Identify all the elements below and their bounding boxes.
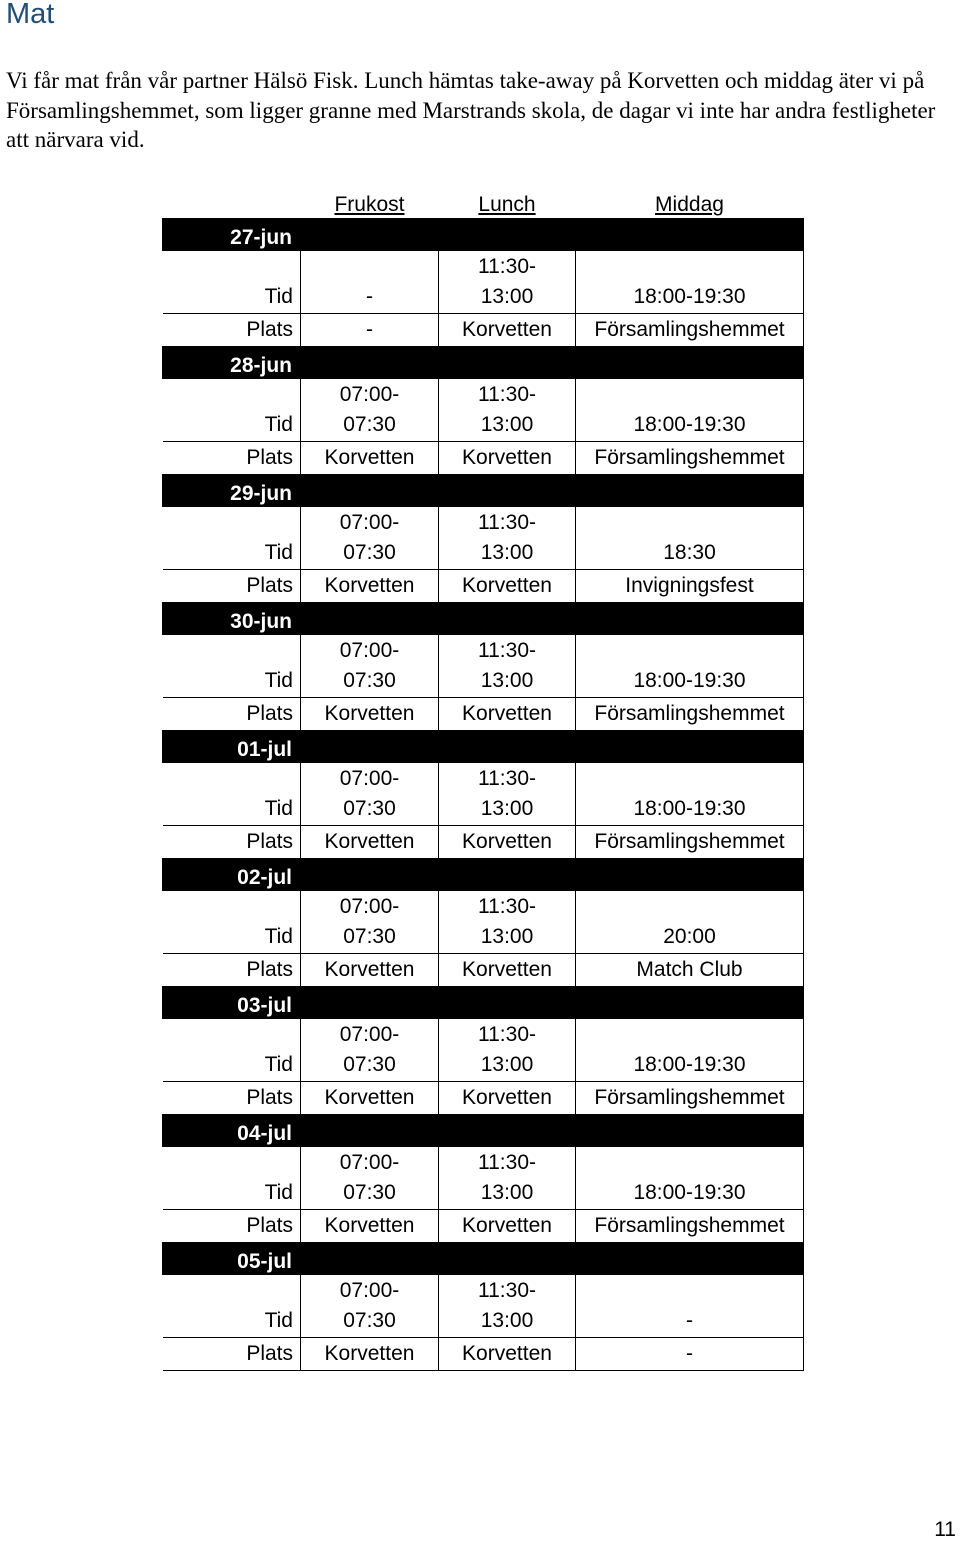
frukost-place-cell: Korvetten — [301, 570, 439, 603]
header-middag — [576, 183, 804, 219]
plats-row — [163, 314, 804, 347]
date-row — [163, 475, 804, 507]
middag-place-cell: Församlingshemmet — [576, 826, 804, 859]
lunch-place-cell: Korvetten — [439, 698, 576, 731]
frukost-time-cell: 07:00- 07:30 — [301, 763, 439, 826]
tid-row-label: Tid — [163, 1019, 301, 1082]
header-lunch-label: Lunch — [478, 193, 536, 216]
middag-place-cell: Församlingshemmet — [576, 314, 804, 347]
date-row-fill — [301, 1115, 804, 1147]
tid-row-label: Tid — [163, 507, 301, 570]
date-row — [163, 987, 804, 1019]
frukost-place-cell: Korvetten — [301, 954, 439, 987]
middag-time-cell: - — [576, 1275, 804, 1338]
date-label: 29-jun — [163, 475, 301, 507]
tid-row — [163, 1275, 804, 1338]
tid-row-label: Tid — [163, 1275, 301, 1338]
lunch-time-cell: 11:30- 13:00 — [439, 379, 576, 442]
lunch-time-cell: 11:30- 13:00 — [439, 1275, 576, 1338]
frukost-time-cell: 07:00- 07:30 — [301, 1019, 439, 1082]
date-label: 03-jul — [163, 987, 301, 1019]
middag-time-cell: 18:00-19:30 — [576, 1147, 804, 1210]
date-row-fill — [301, 859, 804, 891]
tid-row — [163, 891, 804, 954]
date-row — [163, 859, 804, 891]
middag-place-cell: Församlingshemmet — [576, 1210, 804, 1243]
date-row — [163, 603, 804, 635]
page-title: Mat — [6, 0, 55, 30]
middag-place-cell: Match Club — [576, 954, 804, 987]
frukost-place-cell: Korvetten — [301, 698, 439, 731]
schedule-header — [163, 183, 804, 219]
lunch-time-cell: 11:30- 13:00 — [439, 507, 576, 570]
plats-row-label: Plats — [163, 698, 301, 731]
middag-time-cell: 18:30 — [576, 507, 804, 570]
frukost-place-cell: Korvetten — [301, 1210, 439, 1243]
lunch-time-cell: 11:30- 13:00 — [439, 763, 576, 826]
frukost-time-cell: 07:00- 07:30 — [301, 891, 439, 954]
lunch-time-cell: 11:30- 13:00 — [439, 1019, 576, 1082]
frukost-time-cell: 07:00- 07:30 — [301, 379, 439, 442]
middag-time-cell: 18:00-19:30 — [576, 635, 804, 698]
page-number: 11 — [934, 1518, 956, 1541]
tid-row — [163, 251, 804, 314]
date-row-fill — [301, 475, 804, 507]
date-row-fill — [301, 1243, 804, 1275]
plats-row — [163, 826, 804, 859]
date-row — [163, 731, 804, 763]
lunch-place-cell: Korvetten — [439, 570, 576, 603]
tid-row — [163, 1147, 804, 1210]
plats-row — [163, 954, 804, 987]
plats-row — [163, 1082, 804, 1115]
date-row — [163, 347, 804, 379]
middag-time-cell: 18:00-19:30 — [576, 379, 804, 442]
header-frukost-label: Frukost — [334, 193, 405, 216]
date-label: 01-jul — [163, 731, 301, 763]
tid-row — [163, 1019, 804, 1082]
header-lunch — [439, 183, 576, 219]
header-middag-label: Middag — [655, 193, 724, 216]
plats-row-label: Plats — [163, 570, 301, 603]
frukost-time-cell: 07:00- 07:30 — [301, 1275, 439, 1338]
middag-place-cell: Invigningsfest — [576, 570, 804, 603]
frukost-time-cell: - — [301, 251, 439, 314]
middag-time-cell: 18:00-19:30 — [576, 1019, 804, 1082]
date-label: 04-jul — [163, 1115, 301, 1147]
frukost-place-cell: Korvetten — [301, 442, 439, 475]
frukost-time-cell: 07:00- 07:30 — [301, 1147, 439, 1210]
tid-row-label: Tid — [163, 251, 301, 314]
header-empty — [163, 183, 301, 219]
plats-row-label: Plats — [163, 826, 301, 859]
date-label: 05-jul — [163, 1243, 301, 1275]
middag-time-cell: 18:00-19:30 — [576, 251, 804, 314]
tid-row — [163, 763, 804, 826]
plats-row — [163, 1338, 804, 1371]
lunch-place-cell: Korvetten — [439, 1338, 576, 1371]
header-frukost — [301, 183, 439, 219]
meal-schedule-table — [162, 183, 804, 1371]
tid-row — [163, 635, 804, 698]
lunch-place-cell: Korvetten — [439, 1082, 576, 1115]
lunch-place-cell: Korvetten — [439, 314, 576, 347]
date-label: 30-jun — [163, 603, 301, 635]
frukost-time-cell: 07:00- 07:30 — [301, 635, 439, 698]
schedule-body — [163, 219, 804, 1371]
frukost-place-cell: - — [301, 314, 439, 347]
tid-row-label: Tid — [163, 1147, 301, 1210]
plats-row-label: Plats — [163, 1210, 301, 1243]
intro-paragraph: Vi får mat från vår partner Hälsö Fisk. Lunch hämtas take-away på Korvetten och middag äter vi på Församlingshemmet, som ligger granne med Marstrands skola, de dagar vi inte har andra festligheter att närvara vid. — [6, 68, 936, 152]
tid-row-label: Tid — [163, 891, 301, 954]
date-row — [163, 1115, 804, 1147]
plats-row — [163, 698, 804, 731]
date-label: 28-jun — [163, 347, 301, 379]
plats-row-label: Plats — [163, 314, 301, 347]
frukost-place-cell: Korvetten — [301, 826, 439, 859]
middag-place-cell: Församlingshemmet — [576, 1082, 804, 1115]
date-label: 02-jul — [163, 859, 301, 891]
date-row — [163, 1243, 804, 1275]
date-row-fill — [301, 219, 804, 251]
date-row-fill — [301, 347, 804, 379]
lunch-time-cell: 11:30- 13:00 — [439, 635, 576, 698]
middag-place-cell: - — [576, 1338, 804, 1371]
lunch-place-cell: Korvetten — [439, 442, 576, 475]
lunch-time-cell: 11:30- 13:00 — [439, 1147, 576, 1210]
lunch-place-cell: Korvetten — [439, 1210, 576, 1243]
header-row — [163, 183, 804, 219]
frukost-place-cell: Korvetten — [301, 1082, 439, 1115]
lunch-time-cell: 11:30- 13:00 — [439, 891, 576, 954]
plats-row — [163, 1210, 804, 1243]
tid-row — [163, 507, 804, 570]
tid-row-label: Tid — [163, 379, 301, 442]
plats-row-label: Plats — [163, 442, 301, 475]
frukost-time-cell: 07:00- 07:30 — [301, 507, 439, 570]
date-row-fill — [301, 603, 804, 635]
tid-row — [163, 379, 804, 442]
plats-row-label: Plats — [163, 1082, 301, 1115]
date-label: 27-jun — [163, 219, 301, 251]
lunch-place-cell: Korvetten — [439, 826, 576, 859]
frukost-place-cell: Korvetten — [301, 1338, 439, 1371]
lunch-place-cell: Korvetten — [439, 954, 576, 987]
middag-time-cell: 18:00-19:30 — [576, 763, 804, 826]
date-row — [163, 219, 804, 251]
middag-time-cell: 20:00 — [576, 891, 804, 954]
date-row-fill — [301, 731, 804, 763]
plats-row-label: Plats — [163, 954, 301, 987]
tid-row-label: Tid — [163, 635, 301, 698]
date-row-fill — [301, 987, 804, 1019]
middag-place-cell: Församlingshemmet — [576, 698, 804, 731]
plats-row-label: Plats — [163, 1338, 301, 1371]
lunch-time-cell: 11:30- 13:00 — [439, 251, 576, 314]
middag-place-cell: Församlingshemmet — [576, 442, 804, 475]
plats-row — [163, 570, 804, 603]
tid-row-label: Tid — [163, 763, 301, 826]
plats-row — [163, 442, 804, 475]
